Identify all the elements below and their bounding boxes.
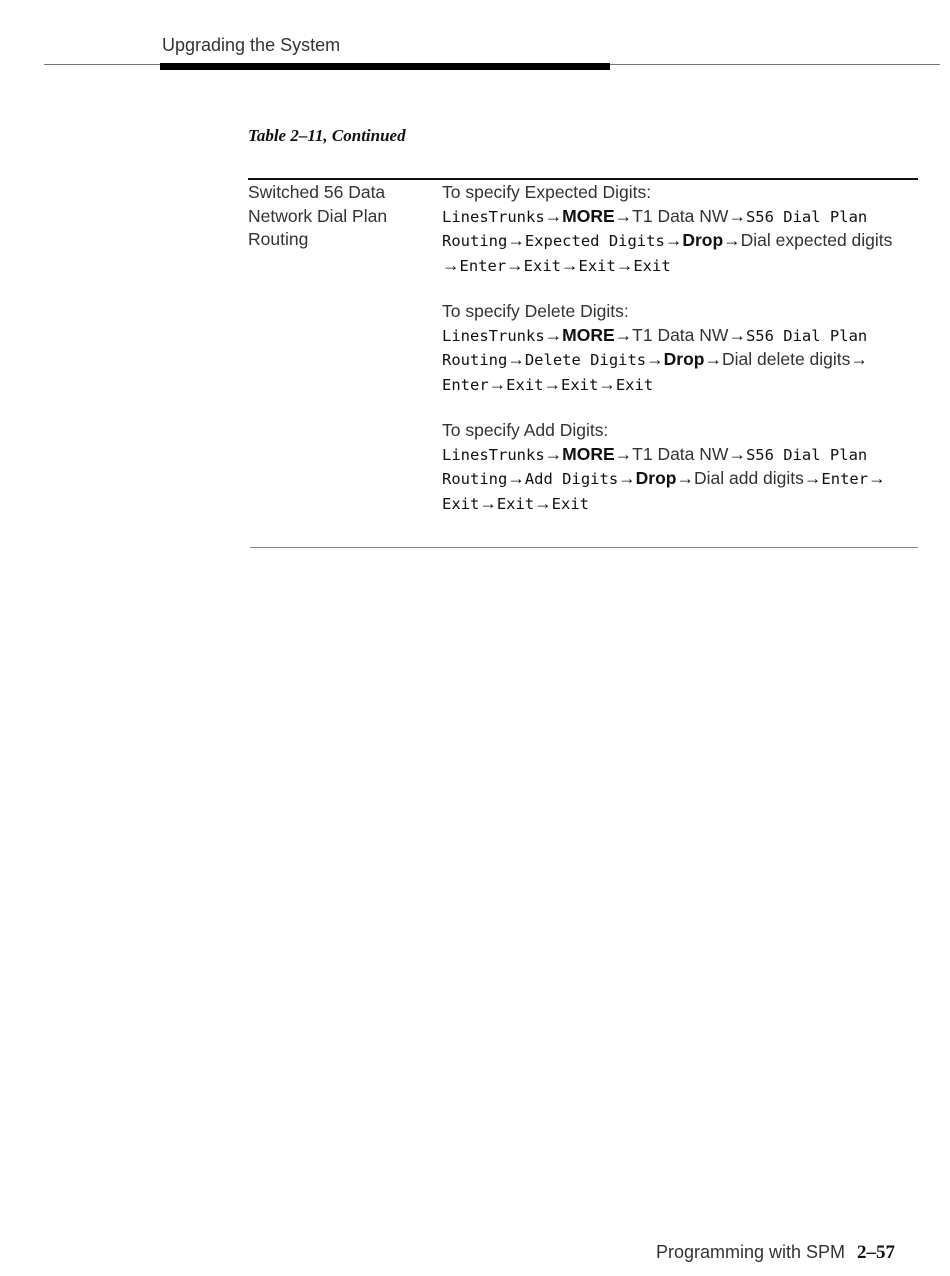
button-key-label: MORE [562, 205, 615, 226]
display-key-label: Exit [561, 375, 599, 394]
arrow-icon: → [488, 373, 507, 394]
arrow-icon: → [728, 443, 746, 464]
procedure-line [442, 373, 920, 398]
display-key-label: Enter [821, 470, 869, 488]
display-key-label: Enter [459, 256, 507, 275]
arrow-icon: → [534, 492, 552, 513]
display-key-label: Routing [442, 470, 508, 488]
display-key-label: Exit [523, 256, 561, 275]
procedure-line [442, 492, 920, 517]
procedure-title: To specify Delete Digits: [442, 301, 629, 321]
display-key-label: Exit [578, 256, 616, 275]
arrow-icon: → [850, 349, 868, 369]
arrow-icon: → [544, 324, 563, 345]
procedure-line [442, 254, 920, 279]
display-key-label: Exit [442, 494, 480, 513]
procedure-cell [442, 181, 920, 538]
display-key-label: Exit [551, 494, 589, 513]
arrow-icon: → [728, 324, 746, 345]
button-key-label: Drop [635, 468, 677, 488]
procedure-line [442, 205, 920, 230]
button-key-label: Drop [663, 349, 705, 369]
procedure-line [442, 229, 920, 254]
procedure-block [442, 300, 920, 397]
arrow-icon: → [803, 468, 822, 488]
procedure-block [442, 419, 920, 516]
arrow-icon: → [614, 443, 633, 464]
feature-line: Network Dial Plan [248, 205, 388, 226]
feature-line: Routing [248, 229, 309, 249]
arrow-icon: → [507, 349, 525, 369]
arrow-icon: → [676, 468, 694, 488]
footer-label: Programming with SPM [655, 1242, 845, 1262]
table-caption: Table 2–11, Continued [248, 126, 406, 145]
arrow-icon: → [479, 492, 497, 513]
arrow-icon: → [704, 349, 722, 369]
display-key-label: LinesTrunks [442, 326, 545, 345]
display-key-label: Routing [442, 351, 508, 369]
arrow-icon: → [442, 254, 460, 275]
button-key-label: MORE [562, 443, 615, 464]
procedure-line [442, 324, 920, 349]
display-key-label: Exit [506, 375, 544, 394]
button-key-label: MORE [562, 324, 615, 345]
button-key-label: Drop [682, 230, 724, 250]
arrow-icon: → [614, 205, 633, 226]
procedure-line [442, 443, 920, 468]
procedure-block [442, 181, 920, 278]
arrow-icon: → [868, 468, 886, 488]
arrow-icon: → [723, 230, 741, 250]
display-key-label: LinesTrunks [442, 445, 545, 464]
display-key-label: Routing [442, 232, 508, 250]
procedure-title: To specify Add Digits: [442, 420, 609, 440]
procedure-line [442, 348, 920, 373]
procedure-line [442, 467, 920, 492]
instruction-text: Dial add digits [693, 468, 804, 488]
arrow-icon: → [507, 230, 525, 250]
display-key-label: S56 Dial Plan [745, 445, 868, 464]
display-key-label: Delete Digits [524, 351, 647, 369]
arrow-icon: → [728, 205, 746, 226]
header-thick-bar [160, 63, 610, 70]
display-key-label: Exit [615, 375, 654, 394]
instruction-text: T1 Data NW [632, 205, 729, 226]
arrow-icon: → [506, 254, 524, 275]
instruction-text: Dial expected digits [740, 230, 893, 250]
display-key-label: Exit [633, 256, 671, 275]
page-footer [656, 1242, 895, 1264]
display-key-label: Expected Digits [524, 232, 665, 250]
arrow-icon: → [598, 373, 616, 394]
instruction-text: T1 Data NW [632, 324, 729, 345]
table-top-rule [248, 178, 918, 180]
feature-line: Switched 56 Data [248, 182, 386, 202]
table-bottom-rule [250, 547, 918, 548]
arrow-icon: → [615, 254, 634, 275]
instruction-text: T1 Data NW [632, 443, 729, 464]
arrow-icon: → [618, 468, 636, 488]
display-key-label: Exit [496, 494, 535, 513]
display-key-label: S56 Dial Plan [745, 326, 868, 345]
arrow-icon: → [544, 205, 563, 226]
arrow-icon: → [664, 230, 683, 250]
display-key-label: Add Digits [524, 470, 619, 488]
display-key-label: S56 Dial Plan [745, 207, 868, 226]
arrow-icon: → [646, 349, 664, 369]
feature-cell [248, 181, 428, 252]
arrow-icon: → [507, 468, 525, 488]
running-header: Upgrading the System [162, 35, 341, 55]
arrow-icon: → [561, 254, 579, 275]
procedure-title: To specify Expected Digits: [442, 182, 652, 202]
arrow-icon: → [543, 373, 561, 394]
page-number: 2–57 [857, 1242, 895, 1263]
instruction-text: Dial delete digits [721, 349, 851, 369]
arrow-icon: → [544, 443, 563, 464]
arrow-icon: → [614, 324, 633, 345]
display-key-label: Enter [442, 375, 489, 394]
display-key-label: LinesTrunks [442, 207, 545, 226]
